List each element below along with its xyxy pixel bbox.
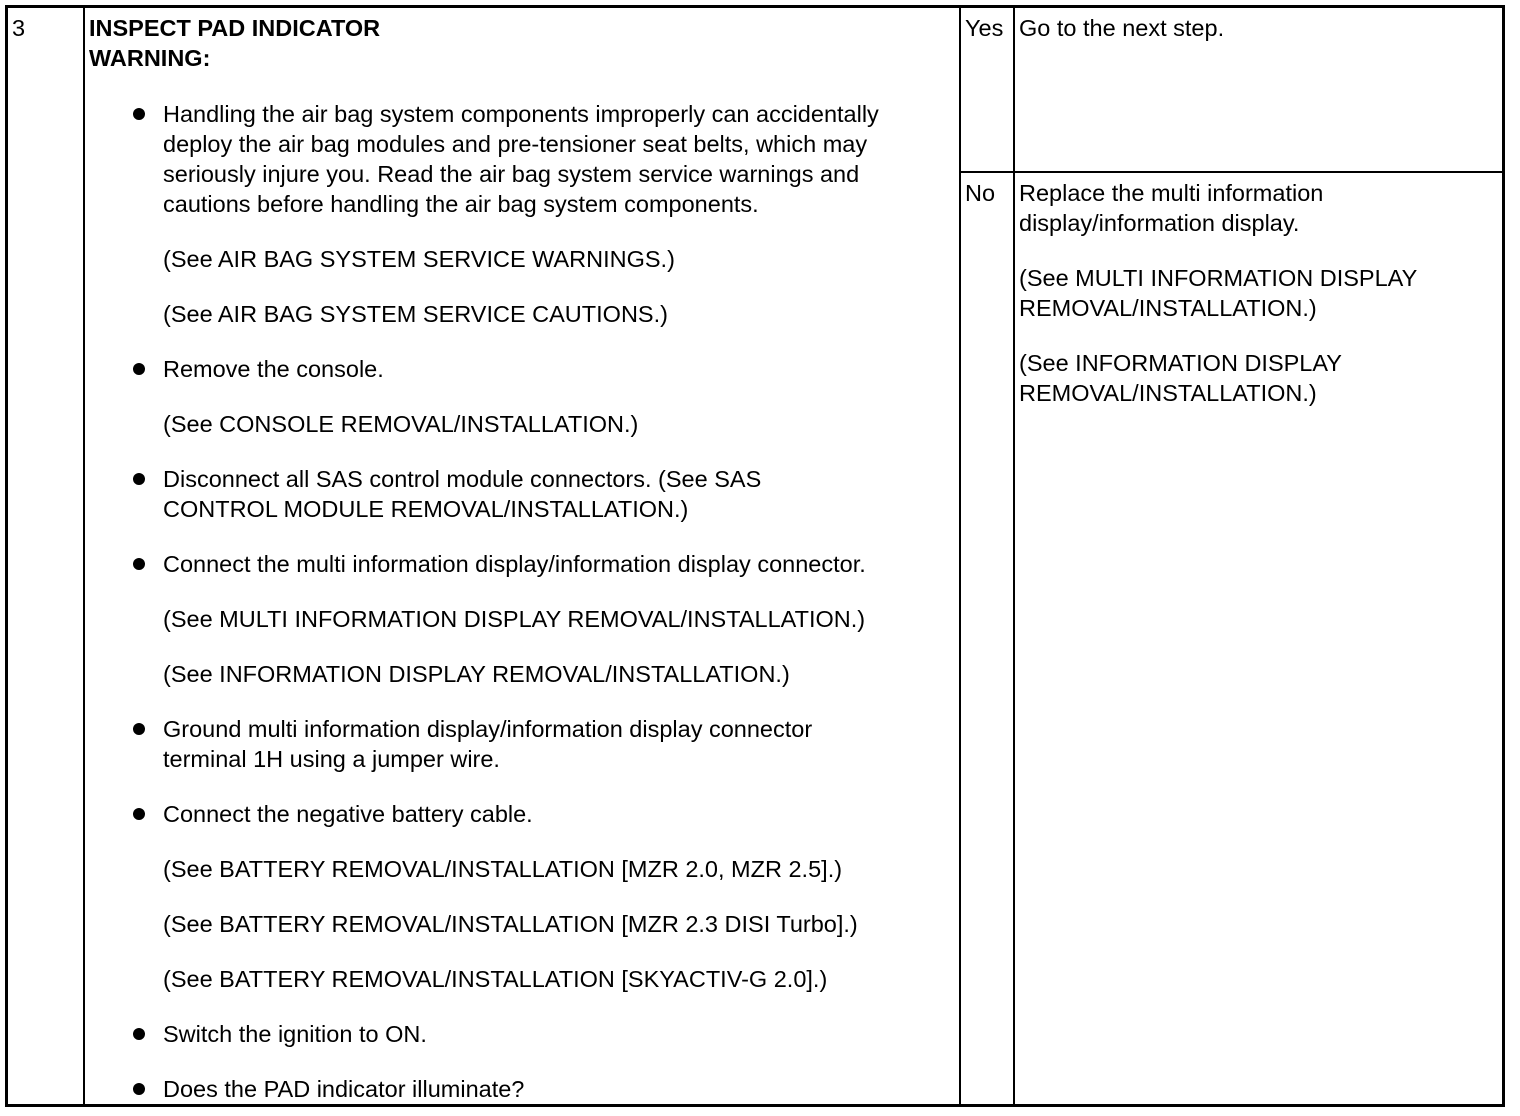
bullet-icon xyxy=(133,473,145,485)
no-ref-multi: REMOVAL/INSTALLATION.) xyxy=(1019,295,1317,321)
no-ref-info: REMOVAL/INSTALLATION.) xyxy=(1019,380,1317,406)
bullet-icon xyxy=(133,808,145,820)
no-action: Replace the multi information xyxy=(1019,180,1324,206)
step-connect-battery: Connect the negative battery cable. xyxy=(163,801,533,827)
bullet-icon xyxy=(133,363,145,375)
ref-console: (See CONSOLE REMOVAL/INSTALLATION.) xyxy=(163,411,639,437)
column-divider xyxy=(83,8,85,1104)
no-label: No xyxy=(965,180,996,206)
step-switch-ignition: Switch the ignition to ON. xyxy=(163,1021,427,1047)
ref-battery: (See BATTERY REMOVAL/INSTALLATION [MZR 2.0, MZR 2.5].) xyxy=(163,856,843,882)
step-disconnect-sas: Disconnect all SAS control module connectors. (See SAS xyxy=(163,466,762,492)
ref-battery: (See BATTERY REMOVAL/INSTALLATION [MZR 2.3 DISI Turbo].) xyxy=(163,911,858,937)
bullet-icon xyxy=(133,1028,145,1040)
step-remove-console: Remove the console. xyxy=(163,356,384,382)
ref-info-display: (See INFORMATION DISPLAY REMOVAL/INSTALLATION.) xyxy=(163,661,790,687)
no-action: display/information display. xyxy=(1019,210,1300,236)
warning-label: WARNING: xyxy=(89,45,211,71)
bullet-icon xyxy=(133,1083,145,1095)
bullet-icon xyxy=(133,108,145,120)
step-disconnect-sas: CONTROL MODULE REMOVAL/INSTALLATION.) xyxy=(163,496,689,522)
step-title: INSPECT PAD INDICATOR xyxy=(89,15,381,41)
ref-battery: (See BATTERY REMOVAL/INSTALLATION [SKYACTIV-G 2.0].) xyxy=(163,966,828,992)
warning-line: Handling the air bag system components improperly can accidentally xyxy=(163,101,879,127)
step-question: Does the PAD indicator illuminate? xyxy=(163,1076,525,1102)
step-ground-terminal: Ground multi information display/information display connector xyxy=(163,716,813,742)
ref-airbag-cautions: (See AIR BAG SYSTEM SERVICE CAUTIONS.) xyxy=(163,301,668,327)
warning-line: cautions before handling the air bag system components. xyxy=(163,191,759,217)
row-divider xyxy=(959,171,1502,173)
no-ref-multi: (See MULTI INFORMATION DISPLAY xyxy=(1019,265,1418,291)
yes-label: Yes xyxy=(965,15,1004,41)
bullet-icon xyxy=(133,723,145,735)
no-ref-info: (See INFORMATION DISPLAY xyxy=(1019,350,1342,376)
step-number: 3 xyxy=(12,15,26,41)
ref-multi-display: (See MULTI INFORMATION DISPLAY REMOVAL/INSTALLATION.) xyxy=(163,606,866,632)
bullet-icon xyxy=(133,558,145,570)
step-connect-display: Connect the multi information display/information display connector. xyxy=(163,551,866,577)
ref-airbag-warnings: (See AIR BAG SYSTEM SERVICE WARNINGS.) xyxy=(163,246,675,272)
step-ground-terminal: terminal 1H using a jumper wire. xyxy=(163,746,500,772)
warning-line: deploy the air bag modules and pre-tensioner seat belts, which may xyxy=(163,131,868,157)
yes-action: Go to the next step. xyxy=(1019,15,1225,41)
warning-line: seriously injure you. Read the air bag system service warnings and xyxy=(163,161,860,187)
